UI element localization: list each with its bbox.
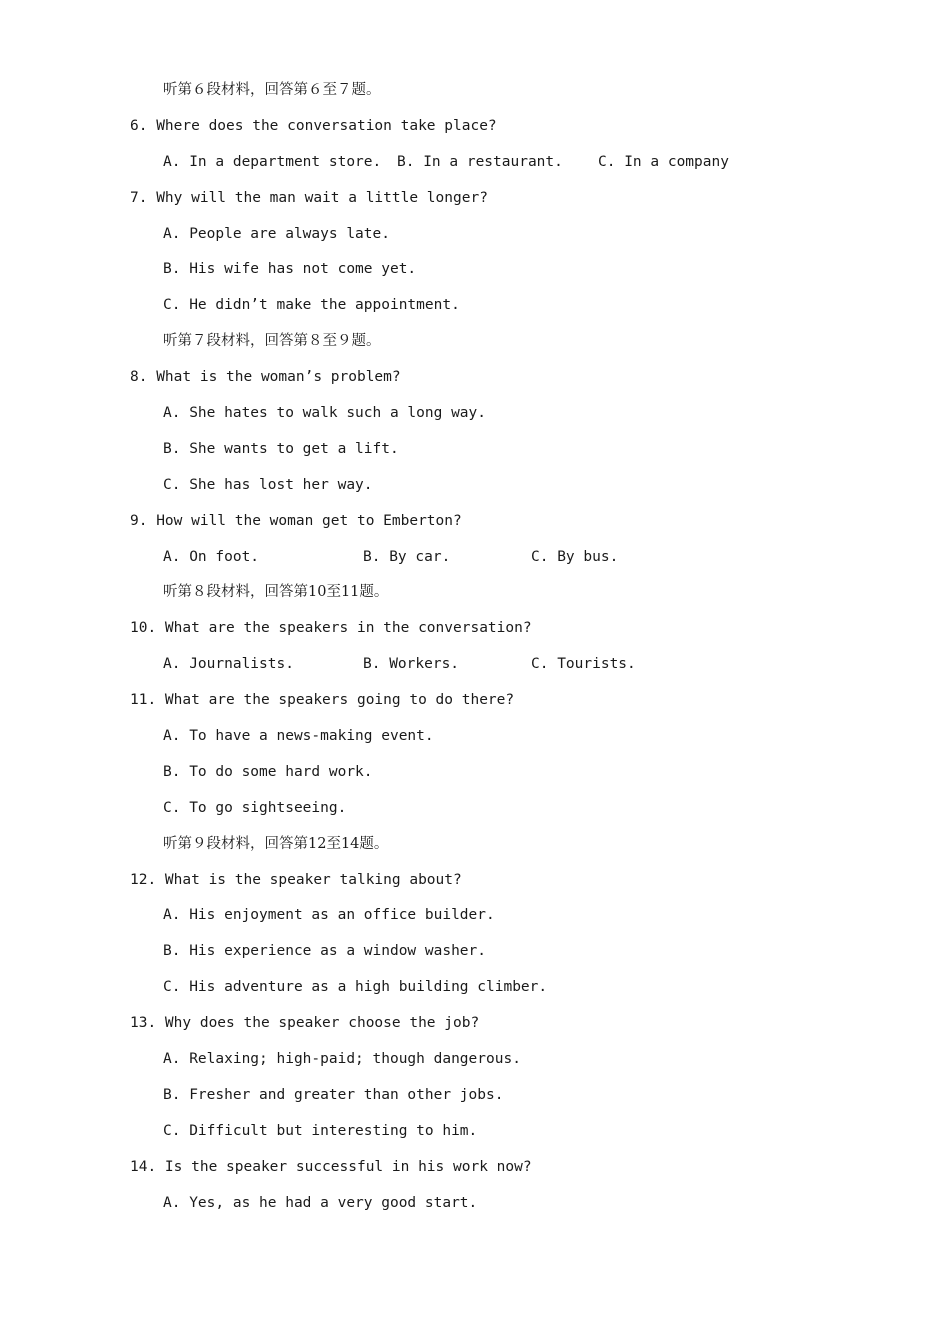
option-text: A. People are always late. xyxy=(163,225,390,242)
option-b: B. By car. xyxy=(363,548,451,565)
question-text: 10. What are the speakers in the conversation? xyxy=(130,620,532,637)
option-a: A. In a department store. xyxy=(163,153,382,170)
option-text: B. She wants to get a lift. xyxy=(163,440,399,457)
option-text: C. His adventure as a high building climber. xyxy=(163,979,548,996)
option-a: A. On foot. xyxy=(163,548,260,565)
section-instruction: 听第８段材料，回答第10至11题。 xyxy=(163,584,389,601)
option-b: B. Workers. xyxy=(363,656,460,673)
option-text: A. To have a news-making event. xyxy=(163,728,434,745)
question-text: 11. What are the speakers going to do there? xyxy=(130,692,515,709)
section-instruction: 听第６段材料，回答第６至７题。 xyxy=(163,82,381,98)
option-text: B. To do some hard work. xyxy=(163,763,373,780)
option-text: C. To go sightseeing. xyxy=(163,799,347,816)
section-instruction: 听第９段材料，回答第12至14题。 xyxy=(163,835,389,852)
option-text: C. He didn’t make the appointment. xyxy=(163,297,460,314)
option-text: B. His experience as a window washer. xyxy=(163,943,487,960)
question-text: 6. Where does the conversation take place? xyxy=(130,117,497,134)
option-text: C. Difficult but interesting to him. xyxy=(163,1122,478,1139)
question-text: 12. What is the speaker talking about? xyxy=(130,871,462,888)
question-text: 8. What is the woman’s problem? xyxy=(130,369,401,386)
option-b: B. In a restaurant. xyxy=(397,153,563,170)
question-text: 14. Is the speaker successful in his work now? xyxy=(130,1158,532,1175)
option-row xyxy=(0,540,950,576)
question-text: 13. Why does the speaker choose the job? xyxy=(130,1015,480,1032)
option-text: A. Yes, as he had a very good start. xyxy=(163,1194,478,1211)
option-text: C. She has lost her way. xyxy=(163,476,373,493)
option-c: C. By bus. xyxy=(531,548,619,565)
option-a: A. Journalists. xyxy=(163,656,294,673)
option-text: B. Fresher and greater than other jobs. xyxy=(163,1086,504,1103)
option-row xyxy=(0,647,950,683)
exam-page xyxy=(0,73,950,1222)
option-text: A. His enjoyment as an office builder. xyxy=(163,907,495,924)
option-row xyxy=(0,145,950,181)
question-text: 7. Why will the man wait a little longer? xyxy=(130,189,488,206)
section-instruction: 听第７段材料，回答第８至９题。 xyxy=(163,333,381,350)
option-c: C. Tourists. xyxy=(531,656,636,673)
question-text: 9. How will the woman get to Emberton? xyxy=(130,512,462,529)
option-text: B. His wife has not come yet. xyxy=(163,261,417,278)
option-c: C. In a company xyxy=(598,153,729,170)
option-text: A. Relaxing; high-paid; though dangerous. xyxy=(163,1051,521,1068)
option-text: A. She hates to walk such a long way. xyxy=(163,405,487,422)
